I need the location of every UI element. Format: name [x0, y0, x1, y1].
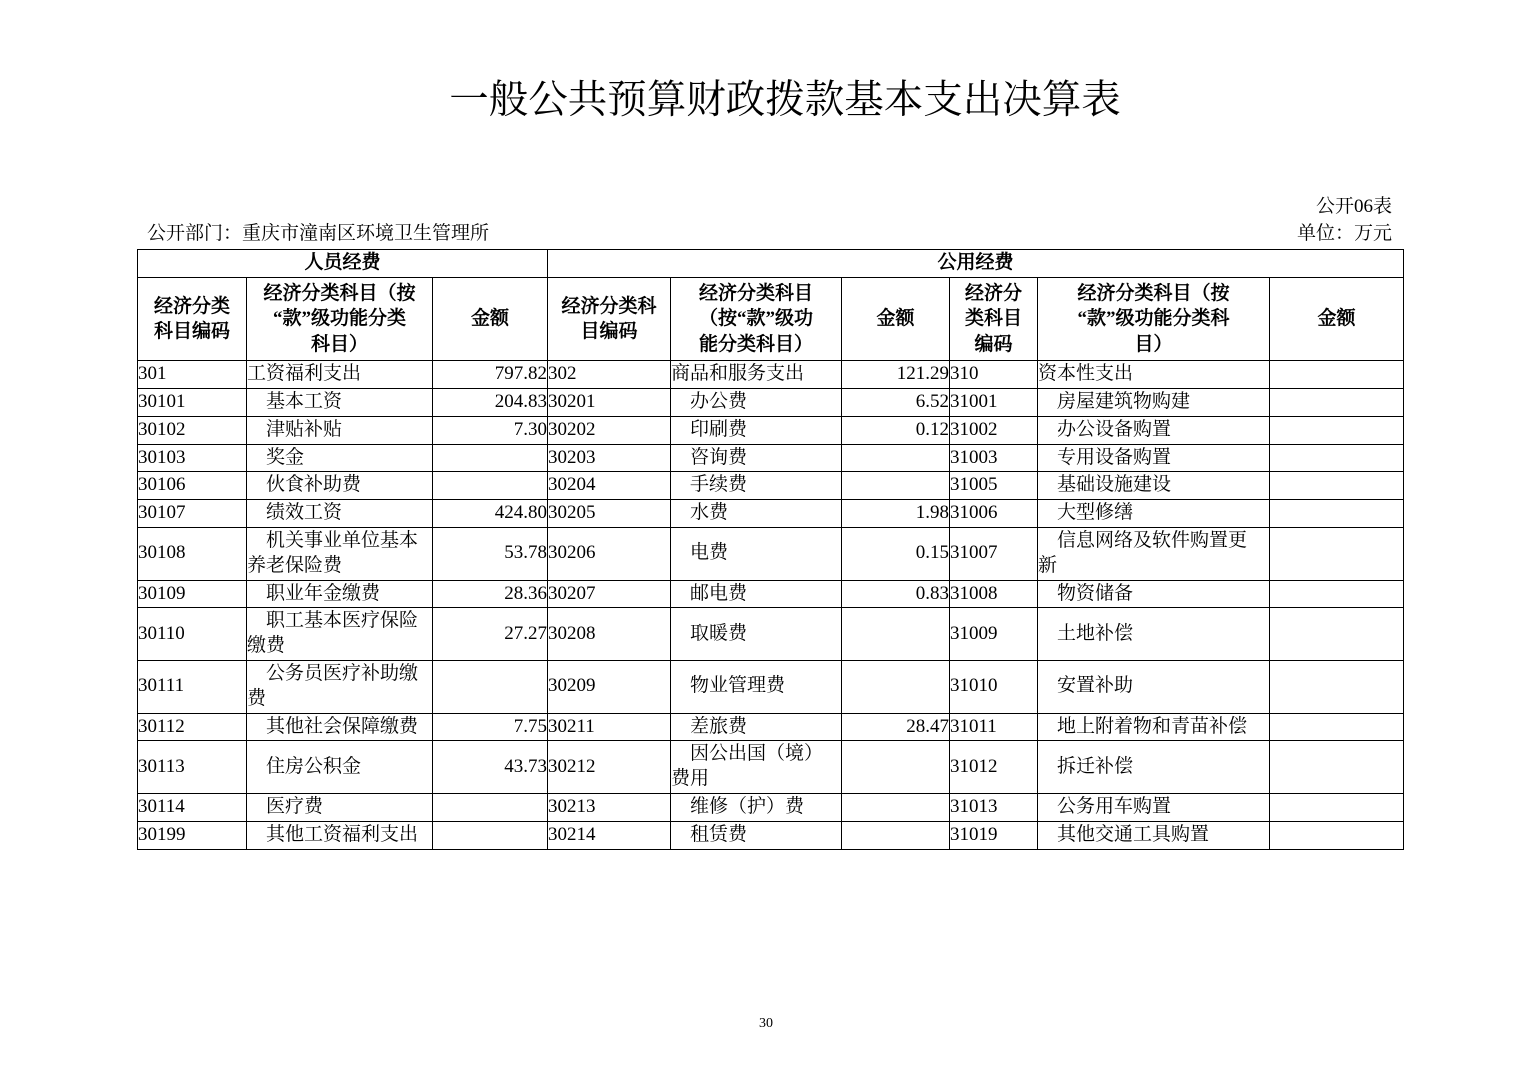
- goods-services-code-header: [548, 277, 671, 361]
- capital-amount-cell: [1270, 472, 1404, 500]
- personnel-code-cell: 30106: [138, 472, 247, 500]
- table-row: [138, 361, 1404, 389]
- table-row: [138, 580, 1404, 608]
- column-header-line: 经济分类: [153, 295, 230, 317]
- personnel-item-cell: 津贴补贴: [247, 416, 433, 444]
- personnel-amount-cell: 204.83: [433, 389, 548, 417]
- capital-code-cell: 31012: [950, 741, 1038, 794]
- column-header-row: [138, 277, 1404, 361]
- goods-services-amount-cell: 0.15: [842, 528, 950, 581]
- personnel-code-cell: 30101: [138, 389, 247, 417]
- personnel-amount-cell: 28.36: [433, 580, 548, 608]
- column-header-line: 经济分类科目: [698, 282, 813, 304]
- goods-services-amount-cell: [842, 472, 950, 500]
- personnel-code-cell: 30111: [138, 661, 247, 714]
- capital-amount-cell: [1270, 794, 1404, 822]
- personnel-item-cell: 住房公积金: [247, 741, 433, 794]
- capital-code-cell: 31003: [950, 444, 1038, 472]
- capital-code-cell: 31005: [950, 472, 1038, 500]
- personnel-amount-cell: 53.78: [433, 528, 548, 581]
- capital-item-cell: 安置补助: [1038, 661, 1270, 714]
- goods-services-item-header: [671, 277, 842, 361]
- capital-code-cell: 31019: [950, 821, 1038, 849]
- goods-services-item-cell: 手续费: [671, 472, 842, 500]
- column-header-line: 编码: [974, 333, 1013, 355]
- personnel-amount-cell: 797.82: [433, 361, 548, 389]
- column-header-line: 金额: [876, 308, 915, 330]
- goods-services-amount-header: [842, 277, 950, 361]
- column-header-line: 经济分类科目（按: [1077, 282, 1230, 304]
- capital-item-cell: 基础设施建设: [1038, 472, 1270, 500]
- goods-services-amount-cell: [842, 608, 950, 661]
- capital-amount-cell: [1270, 500, 1404, 528]
- capital-amount-cell: [1270, 580, 1404, 608]
- capital-code-cell: 31006: [950, 500, 1038, 528]
- goods-services-amount-cell: [842, 741, 950, 794]
- personnel-item-cell: 工资福利支出: [247, 361, 433, 389]
- goods-services-item-cell: 差旅费: [671, 713, 842, 741]
- goods-services-amount-cell: [842, 444, 950, 472]
- group-header-public: 公用经费: [548, 250, 1404, 278]
- personnel-item-cell: 职业年金缴费: [247, 580, 433, 608]
- goods-services-item-cell: 电费: [671, 528, 842, 581]
- capital-amount-cell: [1270, 444, 1404, 472]
- table-row: [138, 661, 1404, 714]
- capital-item-cell: 专用设备购置: [1038, 444, 1270, 472]
- column-header-line: （按“款”级功: [698, 308, 813, 330]
- personnel-item-cell: 其他社会保障缴费: [247, 713, 433, 741]
- capital-item-cell: 其他交通工具购置: [1038, 821, 1270, 849]
- goods-services-item-cell: 商品和服务支出: [671, 361, 842, 389]
- personnel-item-cell: 其他工资福利支出: [247, 821, 433, 849]
- capital-amount-cell: [1270, 713, 1404, 741]
- goods-services-item-cell: 取暖费: [671, 608, 842, 661]
- goods-services-amount-cell: [842, 794, 950, 822]
- personnel-code-cell: 30199: [138, 821, 247, 849]
- personnel-code-cell: 30102: [138, 416, 247, 444]
- capital-item-cell: 信息网络及软件购置更新: [1038, 528, 1270, 581]
- goods-services-item-cell: 水费: [671, 500, 842, 528]
- capital-amount-cell: [1270, 416, 1404, 444]
- capital-code-cell: 310: [950, 361, 1038, 389]
- column-header-line: 能分类科目）: [698, 333, 813, 355]
- personnel-code-cell: 301: [138, 361, 247, 389]
- personnel-code-cell: 30108: [138, 528, 247, 581]
- table-row: [138, 741, 1404, 794]
- goods-services-amount-cell: 28.47: [842, 713, 950, 741]
- personnel-amount-cell: 424.80: [433, 500, 548, 528]
- goods-services-amount-cell: 6.52: [842, 389, 950, 417]
- personnel-code-header: [138, 277, 247, 361]
- personnel-item-header: [247, 277, 433, 361]
- goods-services-code-cell: 30205: [548, 500, 671, 528]
- capital-item-header: [1038, 277, 1270, 361]
- goods-services-item-cell: 邮电费: [671, 580, 842, 608]
- table-row: [138, 821, 1404, 849]
- capital-code-cell: 31002: [950, 416, 1038, 444]
- table-row: [138, 713, 1404, 741]
- capital-item-cell: 房屋建筑物购建: [1038, 389, 1270, 417]
- personnel-item-cell: 职工基本医疗保险缴费: [247, 608, 433, 661]
- goods-services-amount-cell: 0.12: [842, 416, 950, 444]
- column-header-line: 金额: [1317, 308, 1356, 330]
- capital-code-cell: 31010: [950, 661, 1038, 714]
- page-number: 30: [759, 1016, 773, 1031]
- capital-amount-header: [1270, 277, 1404, 361]
- goods-services-item-cell: 印刷费: [671, 416, 842, 444]
- table-row: [138, 500, 1404, 528]
- goods-services-code-cell: 30208: [548, 608, 671, 661]
- column-header-line: 科目编码: [153, 321, 230, 343]
- capital-code-cell: 31007: [950, 528, 1038, 581]
- personnel-amount-cell: 7.30: [433, 416, 548, 444]
- personnel-code-cell: 30107: [138, 500, 247, 528]
- goods-services-code-cell: 30212: [548, 741, 671, 794]
- group-header-row: [138, 250, 1404, 278]
- column-header-line: 经济分类科: [561, 295, 657, 317]
- department-label: 公开部门：重庆市潼南区环境卫生管理所: [147, 223, 490, 244]
- goods-services-item-cell: 物业管理费: [671, 661, 842, 714]
- goods-services-amount-cell: [842, 821, 950, 849]
- goods-services-code-cell: 30207: [548, 580, 671, 608]
- capital-code-cell: 31013: [950, 794, 1038, 822]
- goods-services-code-cell: 30213: [548, 794, 671, 822]
- goods-services-code-cell: 30211: [548, 713, 671, 741]
- goods-services-code-cell: 30209: [548, 661, 671, 714]
- personnel-item-cell: 伙食补助费: [247, 472, 433, 500]
- goods-services-code-cell: 30201: [548, 389, 671, 417]
- table-row: [138, 389, 1404, 417]
- personnel-code-cell: 30114: [138, 794, 247, 822]
- personnel-amount-cell: [433, 821, 548, 849]
- table-row: [138, 472, 1404, 500]
- goods-services-amount-cell: 121.29: [842, 361, 950, 389]
- personnel-amount-cell: [433, 472, 548, 500]
- personnel-item-cell: 基本工资: [247, 389, 433, 417]
- goods-services-item-cell: 办公费: [671, 389, 842, 417]
- group-header-personnel: 人员经费: [138, 250, 548, 278]
- column-header-line: 类科目: [964, 308, 1022, 330]
- capital-item-cell: 公务用车购置: [1038, 794, 1270, 822]
- table-row: [138, 416, 1404, 444]
- unit-label: 单位：万元: [1296, 223, 1392, 244]
- goods-services-item-cell: 咨询费: [671, 444, 842, 472]
- personnel-amount-header: [433, 277, 548, 361]
- personnel-item-cell: 绩效工资: [247, 500, 433, 528]
- column-header-line: 经济分类科目（按: [263, 282, 416, 304]
- capital-amount-cell: [1270, 608, 1404, 661]
- goods-services-code-cell: 302: [548, 361, 671, 389]
- column-header-line: 科目）: [310, 333, 368, 355]
- goods-services-item-cell: 维修（护）费: [671, 794, 842, 822]
- personnel-code-cell: 30110: [138, 608, 247, 661]
- column-header-line: 目）: [1134, 333, 1173, 355]
- personnel-amount-cell: [433, 794, 548, 822]
- personnel-item-cell: 公务员医疗补助缴费: [247, 661, 433, 714]
- column-header-line: 金额: [470, 308, 509, 330]
- personnel-amount-cell: 43.73: [433, 741, 548, 794]
- personnel-code-cell: 30103: [138, 444, 247, 472]
- goods-services-amount-cell: 1.98: [842, 500, 950, 528]
- table-row: [138, 528, 1404, 581]
- capital-code-cell: 31011: [950, 713, 1038, 741]
- column-header-line: 目编码: [580, 321, 638, 343]
- personnel-item-cell: 机关事业单位基本养老保险费: [247, 528, 433, 581]
- capital-amount-cell: [1270, 821, 1404, 849]
- capital-item-cell: 拆迁补偿: [1038, 741, 1270, 794]
- capital-amount-cell: [1270, 741, 1404, 794]
- personnel-amount-cell: 7.75: [433, 713, 548, 741]
- personnel-code-cell: 30109: [138, 580, 247, 608]
- capital-amount-cell: [1270, 661, 1404, 714]
- page-title: 一般公共预算财政拨款基本支出决算表: [449, 77, 1121, 123]
- table-row: [138, 444, 1404, 472]
- capital-item-cell: 大型修缮: [1038, 500, 1270, 528]
- table-row: [138, 608, 1404, 661]
- column-header-line: 经济分: [964, 282, 1022, 304]
- column-header-line: “款”级功能分类: [272, 308, 406, 330]
- column-header-line: “款”级功能分类科: [1077, 308, 1230, 330]
- goods-services-code-cell: 30214: [548, 821, 671, 849]
- capital-amount-cell: [1270, 361, 1404, 389]
- goods-services-code-cell: 30203: [548, 444, 671, 472]
- table-number: 公开06表: [1315, 196, 1392, 217]
- personnel-amount-cell: [433, 444, 548, 472]
- capital-code-cell: 31001: [950, 389, 1038, 417]
- goods-services-item-cell: 租赁费: [671, 821, 842, 849]
- personnel-code-cell: 30112: [138, 713, 247, 741]
- personnel-item-cell: 医疗费: [247, 794, 433, 822]
- personnel-amount-cell: [433, 661, 548, 714]
- table-row: [138, 794, 1404, 822]
- capital-code-header: [950, 277, 1038, 361]
- capital-item-cell: 物资储备: [1038, 580, 1270, 608]
- capital-item-cell: 土地补偿: [1038, 608, 1270, 661]
- personnel-code-cell: 30113: [138, 741, 247, 794]
- personnel-item-cell: 奖金: [247, 444, 433, 472]
- goods-services-code-cell: 30204: [548, 472, 671, 500]
- capital-code-cell: 31008: [950, 580, 1038, 608]
- budget-table-body: [138, 361, 1404, 849]
- goods-services-code-cell: 30202: [548, 416, 671, 444]
- capital-code-cell: 31009: [950, 608, 1038, 661]
- capital-item-cell: 地上附着物和青苗补偿: [1038, 713, 1270, 741]
- goods-services-amount-cell: 0.83: [842, 580, 950, 608]
- personnel-amount-cell: 27.27: [433, 608, 548, 661]
- goods-services-code-cell: 30206: [548, 528, 671, 581]
- budget-table: [137, 249, 1404, 850]
- capital-item-cell: 资本性支出: [1038, 361, 1270, 389]
- goods-services-item-cell: 因公出国（境）费用: [671, 741, 842, 794]
- capital-amount-cell: [1270, 389, 1404, 417]
- capital-amount-cell: [1270, 528, 1404, 581]
- capital-item-cell: 办公设备购置: [1038, 416, 1270, 444]
- goods-services-amount-cell: [842, 661, 950, 714]
